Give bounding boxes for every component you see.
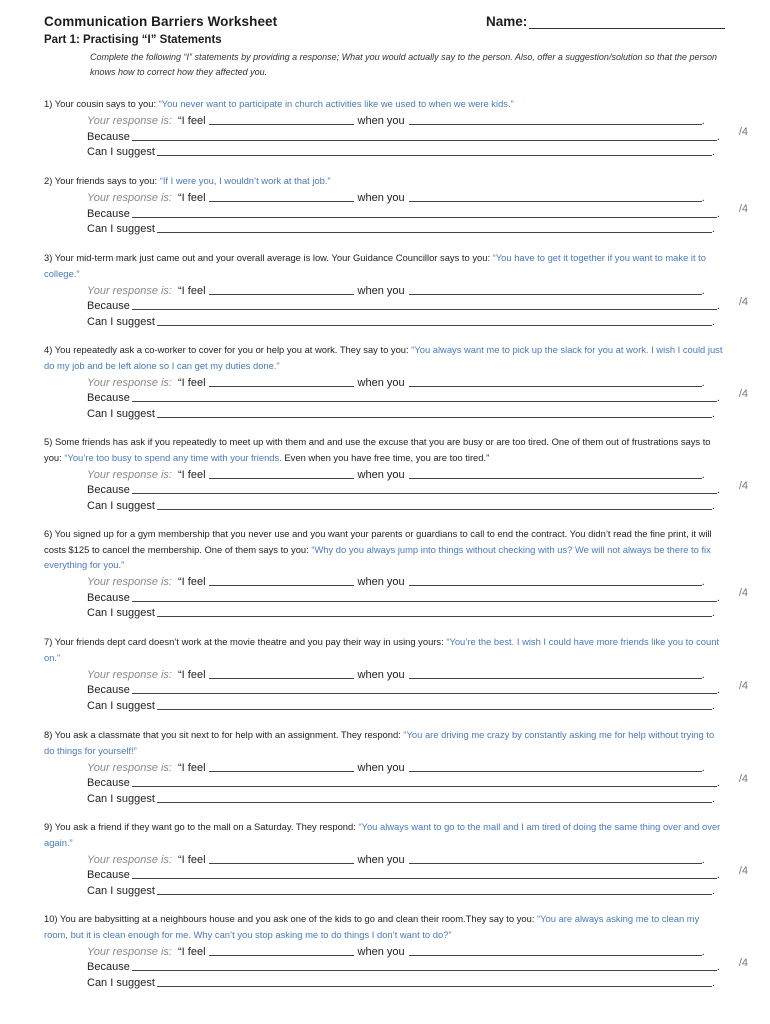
can-i-suggest-label: Can I suggest: [87, 407, 155, 420]
response-lines: [87, 281, 724, 328]
your-response-label: Your response is:: [87, 668, 172, 681]
suggest-row: [87, 220, 724, 236]
when-you-label: when you: [357, 576, 405, 588]
when-you-label: when you: [357, 761, 405, 774]
question-4: [44, 342, 724, 420]
question-prompt: [44, 250, 724, 281]
can-i-suggest-label: Can I suggest: [87, 223, 155, 235]
suggest-row: [87, 604, 724, 620]
can-i-suggest-label: Can I suggest: [87, 146, 155, 158]
when-you-label: when you: [357, 376, 405, 389]
response-lines: [87, 942, 724, 989]
period: .: [716, 961, 720, 973]
question-number: 5): [44, 436, 55, 447]
suggest-blank[interactable]: [157, 605, 712, 617]
i-feel-blank[interactable]: [209, 375, 354, 387]
score-label: /4: [738, 865, 748, 877]
i-feel-row: [87, 758, 724, 774]
your-response-label: Your response is:: [87, 761, 172, 774]
because-row: [87, 127, 724, 143]
question-prompt: [44, 342, 724, 373]
can-i-suggest-label: Can I suggest: [87, 976, 155, 989]
period: .: [711, 607, 715, 619]
question-text: You repeatedly ask a co-worker to cover for you or help you at work. They say to you:: [54, 344, 412, 355]
response-lines: [87, 465, 724, 512]
period: .: [711, 146, 715, 158]
suggest-row: [87, 696, 724, 712]
period: .: [711, 792, 715, 805]
suggest-blank[interactable]: [157, 883, 712, 895]
question-prompt: [44, 819, 724, 850]
because-label: Because: [87, 300, 130, 312]
name-blank-line[interactable]: [529, 15, 725, 29]
question-quote: “If I were you, I wouldn’t work at that job.”: [159, 175, 331, 186]
question-text: Your cousin says to you:: [54, 98, 159, 109]
because-row: [87, 481, 724, 497]
question-text-after: Even when you have free time, you are too tired.”: [281, 451, 490, 463]
question-10: [44, 911, 724, 989]
suggest-row: [87, 973, 724, 989]
suggest-blank[interactable]: [157, 406, 712, 418]
when-you-label: when you: [357, 284, 405, 297]
i-feel-blank[interactable]: [209, 852, 354, 864]
because-blank[interactable]: [132, 775, 717, 787]
i-feel-row: [87, 112, 724, 128]
period: .: [711, 884, 715, 897]
when-you-blank[interactable]: [409, 375, 702, 387]
i-feel-blank[interactable]: [209, 667, 354, 679]
suggest-row: [87, 312, 724, 328]
your-response-label: Your response is:: [87, 192, 172, 204]
suggest-blank[interactable]: [157, 221, 712, 233]
your-response-label: Your response is:: [87, 853, 172, 866]
period: .: [701, 761, 705, 774]
question-number: 3): [44, 252, 55, 263]
because-label: Because: [87, 591, 130, 604]
when-you-label: when you: [357, 853, 405, 866]
i-feel-row: [87, 465, 724, 481]
period: .: [716, 300, 720, 312]
because-row: [87, 204, 724, 220]
question-quote: “You always want me to pick up the slack for you at work. I wish I could just do my job and be left alone so I can get my duties done.”: [44, 344, 723, 371]
period: .: [711, 223, 715, 235]
suggest-blank[interactable]: [157, 975, 712, 987]
name-field[interactable]: [486, 14, 725, 29]
because-label: Because: [87, 961, 130, 973]
i-feel-label: “I feel: [178, 576, 206, 588]
when-you-blank[interactable]: [409, 667, 702, 679]
question-quote: “You have to get it together if you want to make it to college.”: [44, 252, 706, 279]
question-text: Your friends says to you:: [54, 175, 160, 186]
because-blank[interactable]: [132, 482, 717, 494]
score-label: /4: [738, 957, 748, 969]
suggest-blank[interactable]: [157, 314, 712, 326]
period: .: [701, 284, 705, 297]
because-blank[interactable]: [132, 959, 717, 971]
i-feel-row: [87, 373, 724, 389]
i-feel-row: [87, 665, 724, 681]
question-prompt: [44, 634, 724, 665]
can-i-suggest-label: Can I suggest: [87, 699, 155, 712]
i-feel-row: [87, 189, 724, 205]
response-lines: [87, 189, 724, 236]
i-feel-blank[interactable]: [209, 760, 354, 772]
period: .: [716, 869, 720, 881]
question-5: [44, 434, 724, 512]
suggest-blank[interactable]: [157, 144, 712, 156]
when-you-blank[interactable]: [409, 283, 702, 295]
part-title: Part 1: Practising “I” Statements: [44, 34, 222, 46]
response-lines: [87, 665, 724, 712]
period: .: [701, 853, 705, 866]
i-feel-blank[interactable]: [209, 574, 354, 586]
when-you-label: when you: [357, 668, 405, 681]
when-you-blank[interactable]: [409, 944, 702, 956]
because-blank[interactable]: [132, 206, 717, 218]
because-label: Because: [87, 130, 130, 143]
question-number: 6): [44, 528, 55, 539]
your-response-label: Your response is:: [87, 376, 172, 389]
when-you-blank[interactable]: [409, 760, 702, 772]
question-9: [44, 819, 724, 897]
question-text: You are babysitting at a neighbours house and you ask one of the kids to go and clean their room.They say to you:: [60, 913, 538, 924]
when-you-blank[interactable]: [409, 190, 702, 202]
i-feel-blank[interactable]: [209, 283, 354, 295]
question-text: Some friends has ask if you repeatedly to meet up with them and and use the excuse that you are busy or are too tired. One of them out of frustrations says to you:: [44, 436, 711, 463]
because-label: Because: [87, 484, 130, 496]
because-label: Because: [87, 392, 130, 404]
can-i-suggest-label: Can I suggest: [87, 607, 155, 619]
i-feel-blank[interactable]: [209, 944, 354, 956]
your-response-label: Your response is:: [87, 284, 172, 297]
question-prompt: [44, 173, 724, 189]
can-i-suggest-label: Can I suggest: [87, 499, 155, 512]
i-feel-label: “I feel: [178, 115, 206, 127]
can-i-suggest-label: Can I suggest: [87, 792, 155, 805]
period: .: [701, 945, 705, 958]
question-2: [44, 173, 724, 235]
question-3: [44, 250, 724, 328]
period: .: [701, 115, 705, 127]
question-number: 9): [44, 821, 55, 832]
score-label: /4: [738, 203, 748, 215]
i-feel-label: “I feel: [178, 761, 206, 774]
question-prompt: [44, 434, 724, 465]
because-label: Because: [87, 869, 130, 881]
when-you-blank[interactable]: [409, 113, 702, 125]
suggest-blank[interactable]: [157, 498, 712, 510]
period: .: [716, 392, 720, 404]
response-lines: [87, 112, 724, 159]
because-label: Because: [87, 207, 130, 220]
period: .: [701, 668, 705, 681]
can-i-suggest-label: Can I suggest: [87, 884, 155, 897]
suggest-blank[interactable]: [157, 698, 712, 710]
score-label: /4: [738, 587, 748, 599]
because-row: [87, 774, 724, 790]
name-label: Name:: [486, 14, 528, 29]
i-feel-row: [87, 942, 724, 958]
question-6: [44, 526, 724, 619]
question-1: [44, 96, 724, 158]
when-you-label: when you: [357, 468, 405, 481]
question-quote: “You’re too busy to spend any time with your friends.: [64, 451, 282, 463]
question-text: You signed up for a gym membership that you never use and you want your parents or guardians to call to end the contract. You didn’t read the fine print, it will costs $125 to cancel the membership. One of them says to you:: [44, 528, 712, 555]
because-blank[interactable]: [132, 867, 717, 879]
suggest-row: [87, 404, 724, 420]
question-text: Your friends dept card doesn’t work at the movie theatre and you pay their way in using yours:: [54, 636, 447, 647]
worksheet-title: Communication Barriers Worksheet: [44, 14, 278, 29]
instructions: Complete the following “I” statements by providing a response; What you would actually say to the person. Also, offer a suggestion/solution so that the person knows how to correct how they affected you.: [90, 52, 718, 77]
question-number: 8): [44, 729, 55, 740]
period: .: [711, 976, 715, 989]
i-feel-row: [87, 573, 724, 589]
score-label: /4: [738, 480, 748, 492]
i-feel-blank[interactable]: [209, 467, 354, 479]
your-response-label: Your response is:: [87, 576, 172, 588]
because-blank[interactable]: [132, 390, 717, 402]
period: .: [716, 684, 720, 696]
score-label: /4: [738, 680, 748, 692]
period: .: [711, 699, 715, 712]
period: .: [716, 591, 720, 604]
question-7: [44, 634, 724, 712]
period: .: [716, 207, 720, 220]
period: .: [716, 777, 720, 789]
question-quote: “You are always asking me to clean my room, but it is clean enough for me. Why can’t you stop asking me to do things I don’t want to do?”: [44, 913, 700, 940]
when-you-label: when you: [357, 192, 405, 204]
response-lines: [87, 373, 724, 420]
i-feel-blank[interactable]: [209, 113, 354, 125]
because-blank[interactable]: [132, 129, 717, 141]
because-row: [87, 681, 724, 697]
period: .: [701, 468, 705, 481]
i-feel-row: [87, 850, 724, 866]
i-feel-label: “I feel: [178, 468, 206, 481]
score-label: /4: [738, 296, 748, 308]
i-feel-label: “I feel: [178, 284, 206, 297]
score-label: /4: [738, 388, 748, 400]
i-feel-label: “I feel: [178, 945, 206, 958]
response-lines: [87, 758, 724, 805]
suggest-row: [87, 496, 724, 512]
question-number: 1): [44, 98, 55, 109]
i-feel-label: “I feel: [178, 853, 206, 866]
your-response-label: Your response is:: [87, 945, 172, 958]
when-you-label: when you: [357, 115, 405, 127]
i-feel-label: “I feel: [178, 376, 206, 389]
because-row: [87, 588, 724, 604]
because-row: [87, 389, 724, 405]
period: .: [701, 192, 705, 204]
suggest-blank[interactable]: [157, 791, 712, 803]
because-row: [87, 866, 724, 882]
period: .: [711, 499, 715, 512]
period: .: [716, 130, 720, 143]
question-number: 4): [44, 344, 55, 355]
question-prompt: [44, 96, 724, 112]
because-label: Because: [87, 684, 130, 696]
because-blank[interactable]: [132, 682, 717, 694]
i-feel-row: [87, 281, 724, 297]
question-text: Your mid-term mark just came out and your overall average is low. Your Guidance Councillor says to you:: [54, 252, 493, 263]
question-quote: “You’re the best. I wish I could have more friends like you to count on.”: [44, 636, 720, 663]
question-prompt: [44, 727, 724, 758]
question-prompt: [44, 911, 724, 942]
period: .: [711, 315, 715, 328]
score-label: /4: [738, 126, 748, 138]
your-response-label: Your response is:: [87, 115, 172, 127]
question-8: [44, 727, 724, 805]
your-response-label: Your response is:: [87, 468, 172, 481]
when-you-blank[interactable]: [409, 852, 702, 864]
period: .: [716, 484, 720, 496]
question-quote: “You never want to participate in church activities like we used to when we were kids.”: [158, 98, 514, 109]
because-row: [87, 297, 724, 313]
question-quote: “Why do you always jump into things without checking with us? We will not always be there to fix everything for you.”: [44, 543, 711, 570]
period: .: [701, 576, 705, 588]
question-number: 2): [44, 175, 55, 186]
when-you-label: when you: [357, 945, 405, 958]
suggest-row: [87, 789, 724, 805]
because-blank[interactable]: [132, 298, 717, 310]
because-label: Because: [87, 777, 130, 789]
score-label: /4: [738, 773, 748, 785]
suggest-row: [87, 143, 724, 159]
question-quote: “You are driving me crazy by constantly asking me for help without trying to do things for yourself!”: [44, 729, 715, 756]
period: .: [701, 376, 705, 389]
response-lines: [87, 573, 724, 620]
suggest-row: [87, 881, 724, 897]
question-text: You ask a classmate that you sit next to for help with an assignment. They respond:: [54, 729, 404, 740]
question-number: 7): [44, 636, 55, 647]
because-blank[interactable]: [132, 590, 717, 602]
period: .: [711, 407, 715, 420]
i-feel-label: “I feel: [178, 192, 206, 204]
response-lines: [87, 850, 724, 897]
question-prompt: [44, 526, 724, 573]
question-number: 10): [44, 913, 60, 924]
question-quote: “You always want to go to the mall and I am tired of doing the same thing over and over again.”: [44, 821, 721, 848]
when-you-blank[interactable]: [409, 467, 702, 479]
i-feel-label: “I feel: [178, 668, 206, 681]
when-you-blank[interactable]: [409, 574, 702, 586]
can-i-suggest-label: Can I suggest: [87, 315, 155, 328]
because-row: [87, 958, 724, 974]
question-text: You ask a friend if they want go to the mall on a Saturday. They respond:: [54, 821, 359, 832]
i-feel-blank[interactable]: [209, 190, 354, 202]
